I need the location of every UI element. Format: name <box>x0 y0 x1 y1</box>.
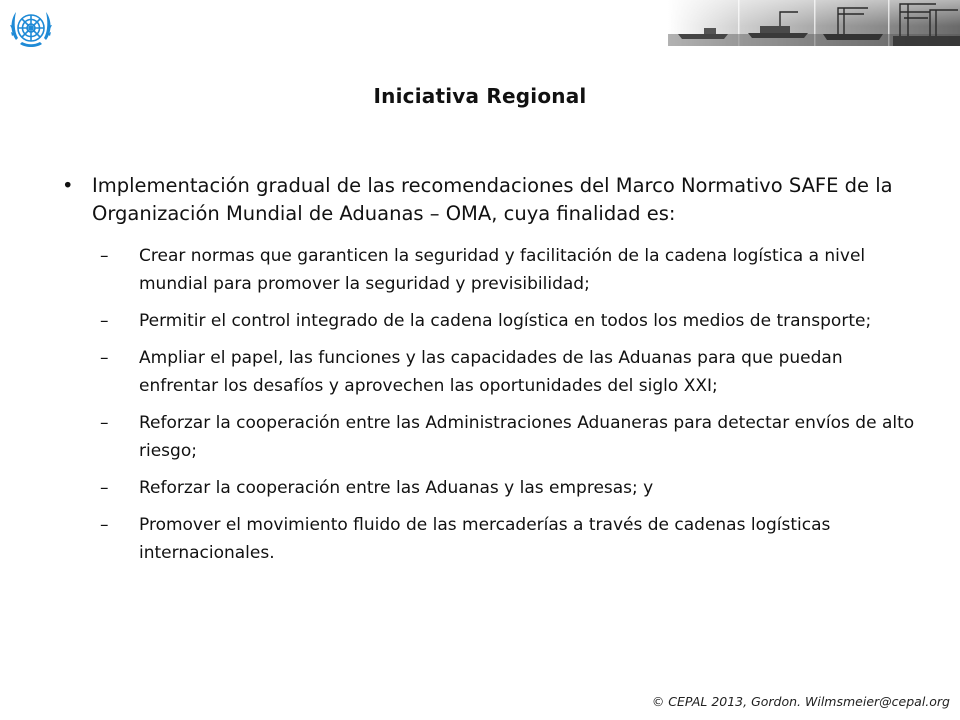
sub-bullet-text: Reforzar la cooperación entre las Aduanas y las empresas; y <box>139 478 654 498</box>
sub-bullet-text: Promover el movimiento fluido de las mercaderías a través de cadenas logísticas internacionales. <box>139 515 831 563</box>
sub-bullet-text: Ampliar el papel, las funciones y las capacidades de las Aduanas para que puedan enfrentar los desafíos y aprovechen las oportunidades del siglo XXI; <box>139 348 843 396</box>
sub-bullet <box>62 474 922 502</box>
dash-marker: – <box>100 311 109 331</box>
dash-marker: – <box>100 515 109 535</box>
sub-bullet <box>62 242 922 298</box>
sub-bullet-text: Crear normas que garanticen la seguridad y facilitación de la cadena logística a nivel mundial para promover la seguridad y previsibilidad; <box>139 246 866 294</box>
dash-marker: – <box>100 413 109 433</box>
sub-bullet-text: Reforzar la cooperación entre las Administraciones Aduaneras para detectar envíos de alto riesgo; <box>139 413 915 461</box>
sub-bullet <box>62 307 922 335</box>
dash-marker: – <box>100 348 109 368</box>
un-emblem-icon <box>6 4 56 54</box>
main-bullet <box>62 172 922 228</box>
main-bullet-text: Implementación gradual de las recomendaciones del Marco Normativo SAFE de la Organización Mundial de Aduanas – OMA, cuya finalidad es: <box>92 174 893 225</box>
dash-marker: – <box>100 478 109 498</box>
copyright-footer: © CEPAL 2013, Gordon. Wilmsmeier@cepal.org <box>651 694 950 709</box>
sub-bullet-text: Permitir el control integrado de la cadena logística en todos los medios de transporte; <box>139 311 872 331</box>
port-cranes-photo <box>668 0 960 46</box>
slide-title: Iniciativa Regional <box>373 84 587 108</box>
bullet-marker: • <box>62 174 74 197</box>
sub-bullet <box>62 511 922 567</box>
sub-bullet <box>62 344 922 400</box>
slide-content <box>62 172 922 576</box>
dash-marker: – <box>100 246 109 266</box>
sub-bullet <box>62 409 922 465</box>
sub-bullet-list <box>62 242 922 567</box>
